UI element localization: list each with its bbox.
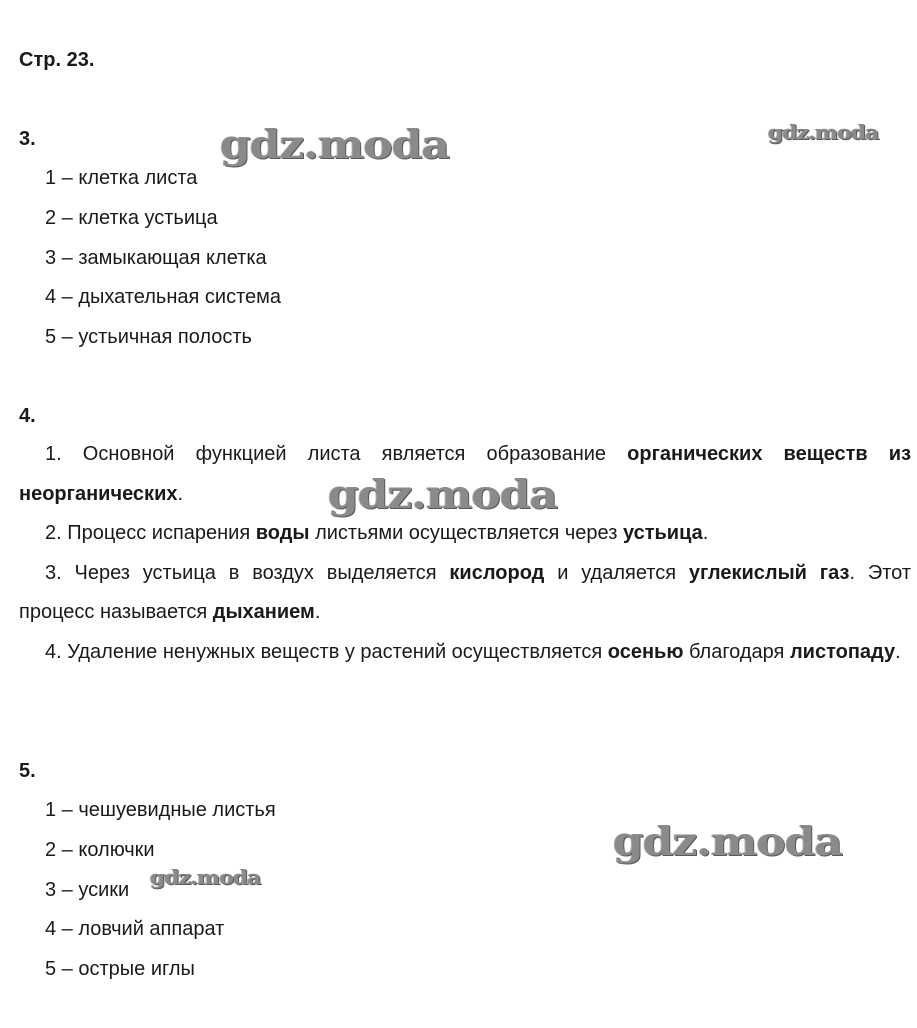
section-number-5: 5. — [19, 760, 36, 782]
paragraph-4: 4. Удаление ненужных веществ у растений осуществляется осенью благодаря листопаду. — [45, 640, 901, 663]
list-item: 5 – устьичная полость — [45, 326, 252, 349]
watermark-logo: gdz.moda — [220, 122, 450, 168]
section-5-list — [45, 796, 276, 995]
section-4-paragraphs — [19, 435, 911, 673]
paragraph-1: 1. Основной функцией листа является образование органических веществ из неорганических. — [19, 443, 912, 505]
list-item: 5 – острые иглы — [45, 958, 195, 981]
list-item: 2 – клетка устьица — [45, 206, 218, 229]
paragraph-2: 2. Процесс испарения воды листьями осуществляется через устьица. — [45, 522, 709, 545]
list-item: 4 – ловчий аппарат — [45, 918, 225, 941]
watermark-logo: gdz.moda — [328, 472, 558, 518]
section-number-3: 3. — [19, 128, 36, 150]
list-item: 4 – дыхательная система — [45, 286, 282, 309]
list-item: 3 – замыкающая клетка — [45, 246, 267, 269]
list-item: 1 – клетка листа — [45, 167, 198, 189]
watermark-logo: gdz.moda — [150, 866, 261, 890]
list-item: 2 – колючки — [45, 838, 155, 861]
list-item: 1 – чешуевидные листья — [45, 799, 276, 821]
page-title: Стр. 23. — [19, 49, 95, 71]
watermark-logo: gdz.moda — [613, 819, 843, 865]
watermark-logo: gdz.moda — [768, 121, 879, 145]
section-3-list — [45, 164, 281, 363]
list-item: 3 – усики — [45, 878, 130, 901]
paragraph-3: 3. Через устьица в воздух выделяется кислород и удаляется углекислый газ. Этот процесс называется дыханием. — [19, 561, 911, 624]
section-number-4: 4. — [19, 405, 36, 427]
